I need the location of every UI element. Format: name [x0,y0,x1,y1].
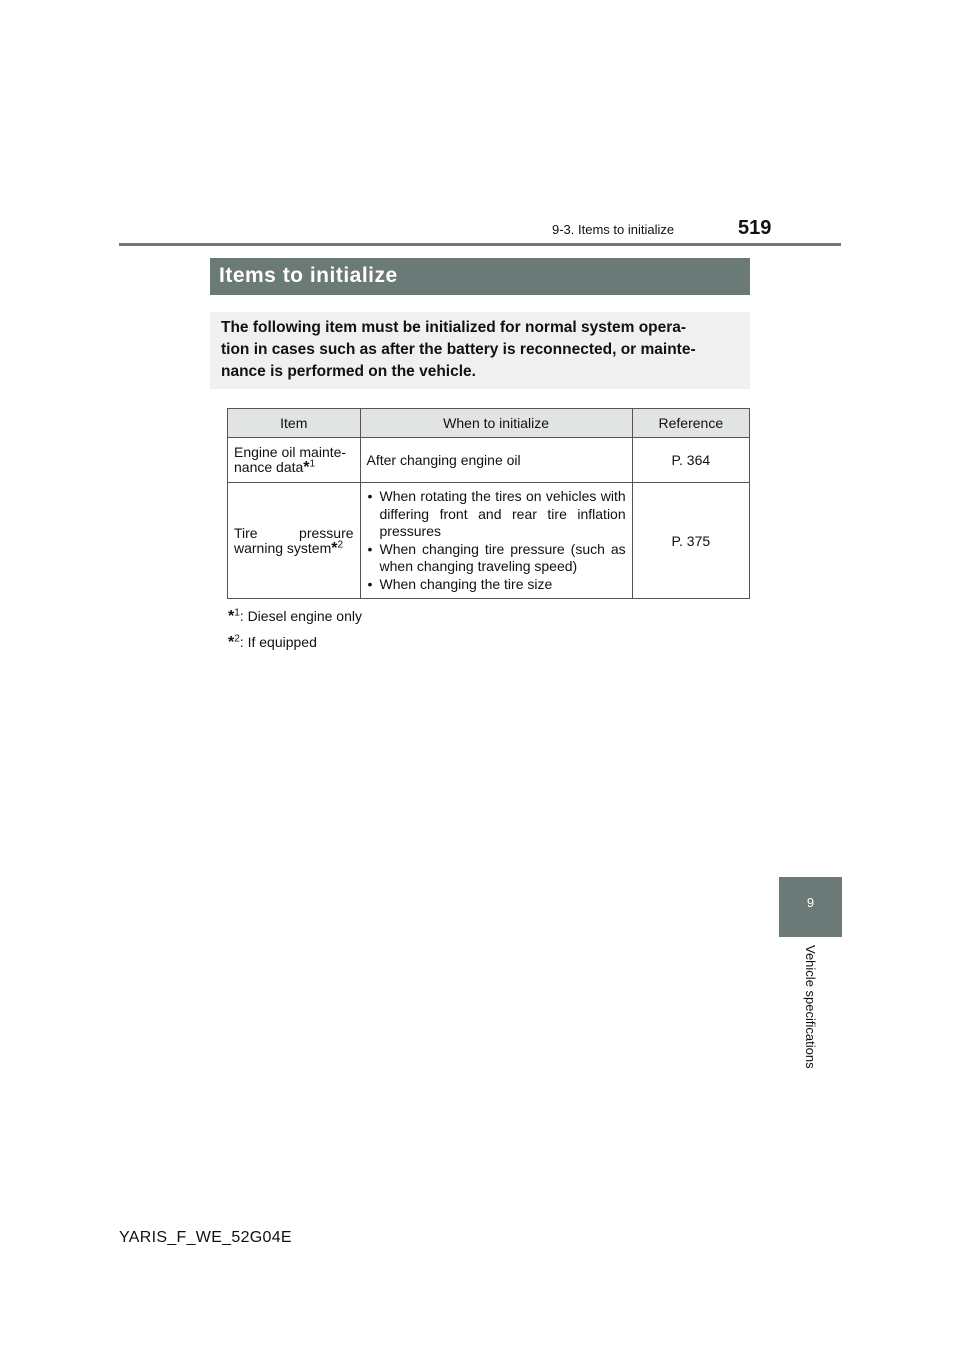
column-header-when: When to initialize [360,409,632,438]
intro-box [210,312,750,389]
item-line: Engine oil mainte- [234,444,347,460]
when-bullet-list [367,488,626,593]
footnote-ref: 2 [337,538,344,550]
item-word: pressure [299,524,354,541]
list-item: • When changing the tire size [367,576,626,594]
chapter-number: 9 [806,895,815,910]
chapter-title: Vehicle specifications [803,945,818,1069]
section-header: 9-3. Items to initialize [552,222,675,237]
footnote-marker: * [303,459,310,476]
item-line [234,526,354,541]
footnote-marker: * [331,539,338,557]
footnote-number: 1 [234,607,240,619]
footnote-marker: * [228,634,235,651]
table-row [228,438,750,483]
intro-line-3: nance is performed on the vehicle. [221,363,476,380]
reference-link[interactable]: P. 364 [632,438,749,483]
chapter-tab[interactable] [779,877,842,937]
column-header-reference: Reference [632,409,749,438]
initialization-table [227,408,750,599]
item-line: nance data [234,459,304,475]
footnote-text: : If equipped [239,634,317,650]
item-word: Tire [234,524,258,541]
page-number: 519 [738,217,772,239]
document-code: YARIS_F_WE_52G04E [119,1229,292,1246]
intro-line-1: The following item must be initialized for normal system opera- [221,319,687,336]
footnote [228,634,317,652]
when-cell: After changing engine oil [360,438,632,483]
footnote-marker: * [228,608,235,625]
reference-link[interactable]: P. 375 [632,483,749,599]
header-divider [119,243,841,246]
intro-line-2: tion in cases such as after the battery is reconnected, or mainte- [221,341,696,358]
table-header-row [228,409,750,438]
footnote [228,608,362,626]
table-row [228,483,750,599]
column-header-item: Item [228,409,361,438]
item-cell [228,438,361,483]
page-title: Items to initialize [210,258,750,295]
footnote-ref: 1 [309,458,316,470]
list-item: • When rotating the tires on vehicles with differing front and rear tire inflation pressures [367,488,626,541]
footnote-number: 2 [234,633,240,645]
when-cell [360,483,632,599]
item-line: warning system [234,539,332,556]
item-cell [228,483,361,599]
list-item: • When changing tire pressure (such as when changing traveling speed) [367,541,626,576]
footnote-text: : Diesel engine only [239,608,362,624]
